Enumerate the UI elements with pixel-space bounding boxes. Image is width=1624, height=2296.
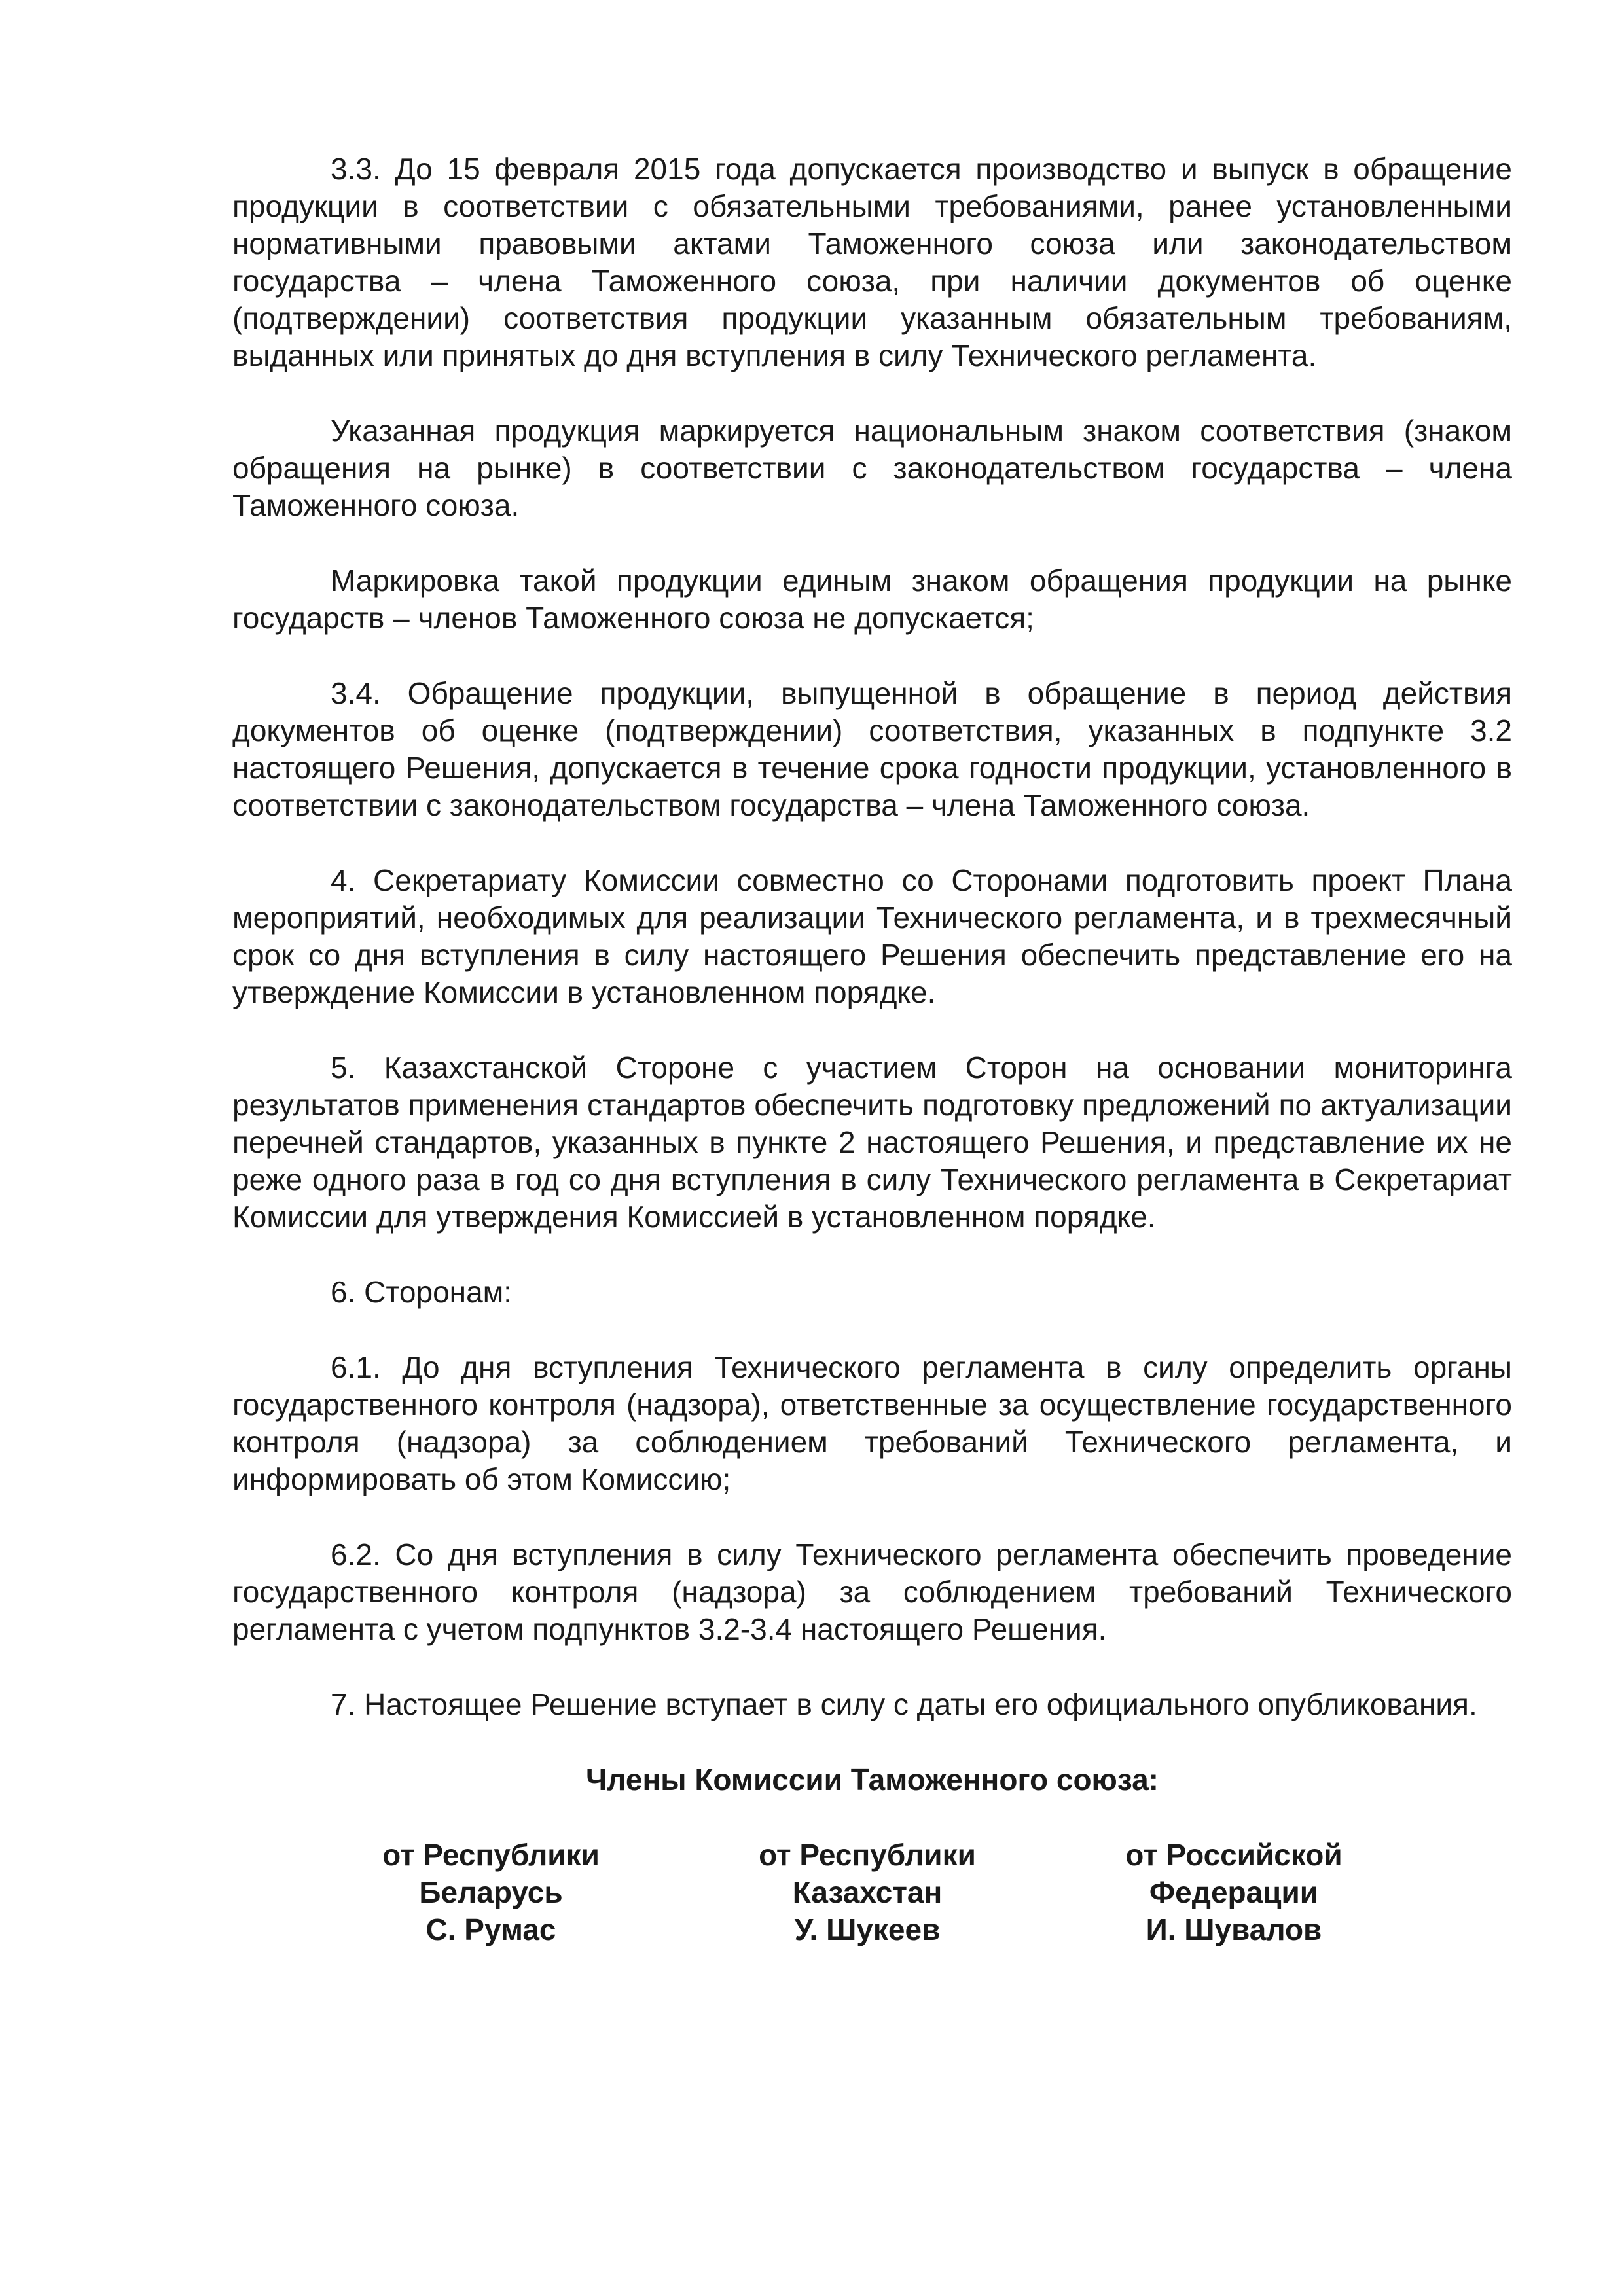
paragraph-marking-national: Указанная продукция маркируется национальным знаком соответствия (знаком обращения на рынке) в соответствии с законодательством государства – члена Таможенного союза. — [232, 414, 1512, 522]
paragraph-3-3: 3.3. До 15 февраля 2015 года допускается производство и выпуск в обращение продукции в соответствии с обязательными требованиями, ранее установленными нормативными правовыми актами Таможенного союза или законодательством государства – члена Таможенного союза, при наличии документов об оценке (подтверждении) соответствия продукции указанным обязательным требованиям, выданных или принятых до дня вступления в силу Технического регламента. — [232, 152, 1512, 372]
signatories-title: Члены Комиссии Таможенного союза: — [585, 1763, 1159, 1797]
signatory-belarus-line2: Беларусь — [419, 1875, 563, 1909]
signatory-kazakhstan-name: У. Шукеев — [794, 1912, 941, 1946]
signatory-russia-line1: от Российской — [1125, 1838, 1343, 1872]
signatory-russia — [1044, 1837, 1424, 1948]
signatory-belarus — [301, 1837, 681, 1948]
signatory-kazakhstan-line1: от Республики — [759, 1838, 976, 1872]
paragraph-4: 4. Секретариату Комиссии совместно со Сторонами подготовить проект Плана мероприятий, необходимых для реализации Технического регламента, и в трехмесячный срок со дня вступления в силу настоящего Решения обеспечить представление его на утверждение Комиссии в установленном порядке. — [232, 863, 1512, 1009]
paragraph-marking-prohibited: Маркировка такой продукции единым знаком обращения продукции на рынке государств – членов Таможенного союза не допускается; — [232, 564, 1512, 635]
signatory-kazakhstan — [677, 1837, 1057, 1948]
signatory-russia-name: И. Шувалов — [1146, 1912, 1322, 1946]
paragraph-5: 5. Казахстанской Стороне с участием Сторон на основании мониторинга результатов применения стандартов обеспечить подготовку предложений по актуализации перечней стандартов, указанных в пункте 2 настоящего Решения, и представление их не реже одного раза в год со дня вступления в силу Технического регламента в Секретариат Комиссии для утверждения Комиссией в установленном порядке. — [232, 1050, 1512, 1234]
document-page — [232, 151, 1512, 1967]
paragraph-7: 7. Настоящее Решение вступает в силу с даты его официального опубликования. — [331, 1687, 1477, 1721]
signatory-belarus-name: С. Румас — [425, 1912, 556, 1946]
paragraph-6-2: 6.2. Со дня вступления в силу Технического регламента обеспечить проведение государственного контроля (надзора) за соблюдением требований Технического регламента с учетом подпунктов 3.2-3.4 настоящего Решения. — [232, 1537, 1512, 1646]
signatory-russia-line2: Федерации — [1149, 1875, 1319, 1909]
signature-block — [232, 1837, 1512, 1967]
signatory-kazakhstan-line2: Казахстан — [792, 1875, 943, 1909]
signatory-belarus-line1: от Республики — [382, 1838, 600, 1872]
paragraph-6-1: 6.1. До дня вступления Технического регламента в силу определить органы государственного контроля (надзора), ответственные за осуществление государственного контроля (надзора) за соблюдением требований Технического регламента, и информировать об этом Комиссию; — [232, 1350, 1512, 1496]
paragraph-6: 6. Сторонам: — [331, 1275, 513, 1309]
paragraph-3-4: 3.4. Обращение продукции, выпущенной в обращение в период действия документов об оценке (подтверждении) соответствия, указанных в подпункте 3.2 настоящего Решения, допускается в течение срока годности продукции, установленного в соответствии с законодательством государства – члена Таможенного союза. — [232, 676, 1512, 822]
